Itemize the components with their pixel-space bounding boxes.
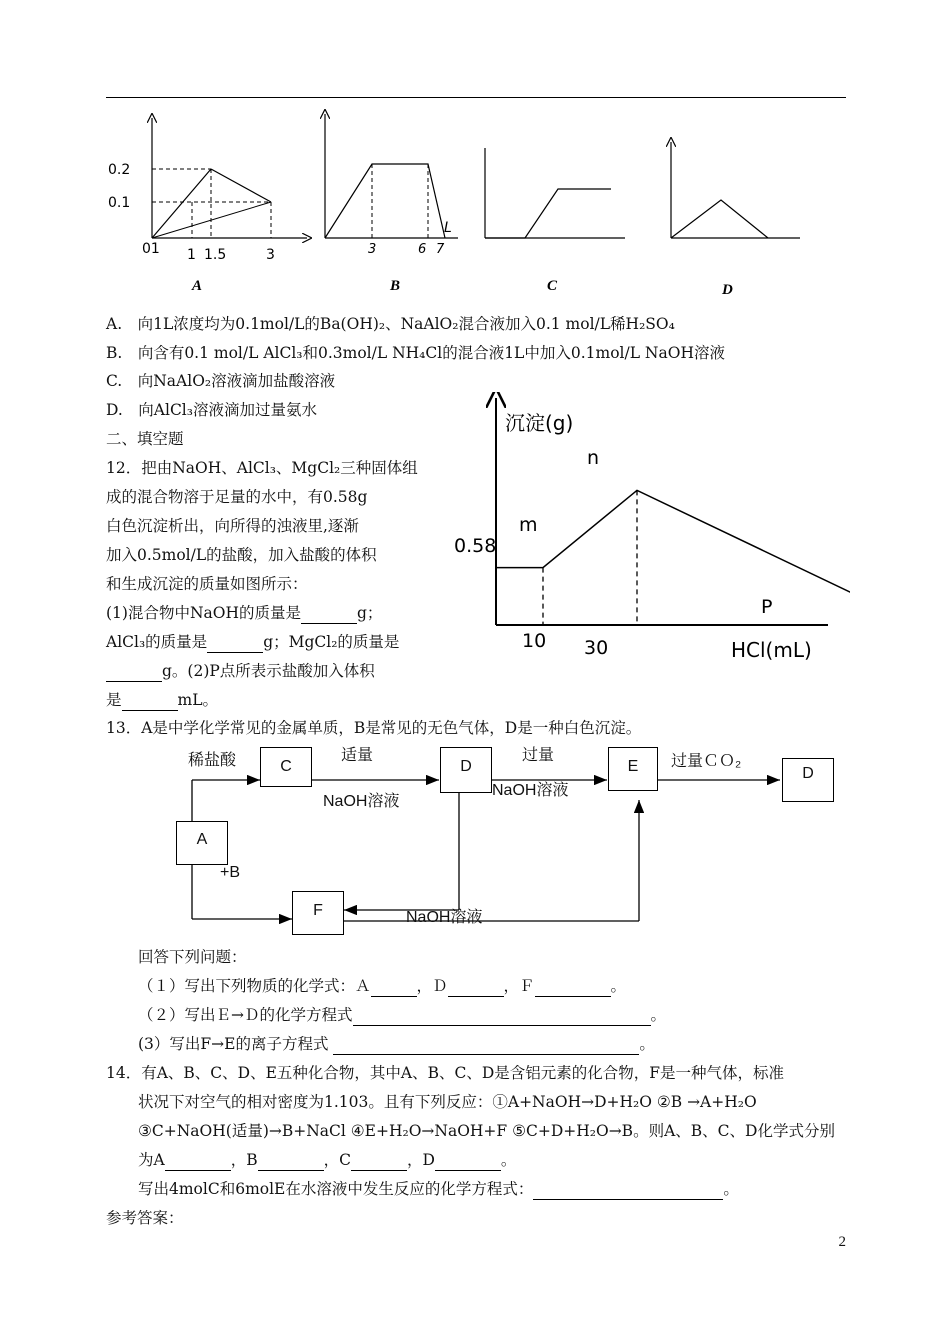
q13-s2b: 。	[650, 1006, 667, 1024]
q13-s3b: 。	[639, 1035, 655, 1053]
q14-blank-c[interactable]	[351, 1150, 407, 1171]
option-a: A. 向1L浓度均为0.1mol/L的Ba(OH)₂、NaAlO₂混合液加入0.1 mol/L稀H₂SO₄	[106, 315, 675, 333]
flow-label-naoh-2: NaOH溶液	[492, 782, 569, 799]
chart-c-curve	[485, 189, 611, 238]
q12-p1a: (1)混合物中NaOH的质量是	[106, 604, 301, 622]
q12-graph	[450, 392, 850, 682]
q14-l5b: 。	[723, 1180, 739, 1198]
reference-answers: 参考答案：	[106, 1209, 184, 1227]
flow-label-excess: 过量	[522, 747, 555, 764]
chart-d-caption: D	[722, 282, 733, 298]
chart-d-curve	[671, 200, 768, 238]
q13-blank-a[interactable]	[371, 976, 417, 997]
q12-line-5: 和生成沉淀的质量如图所示：	[106, 575, 308, 593]
q12-label-n: n	[587, 447, 600, 469]
chart-b-caption: B	[390, 278, 401, 294]
q13-blank-d[interactable]	[448, 976, 504, 997]
q13-s2a: （２）写出Ｅ→Ｄ的化学方程式	[138, 1006, 353, 1024]
chart-a-y1: 0.2	[108, 162, 131, 178]
q12-x2-label: 30	[584, 637, 609, 659]
option-c: C. 向NaAlO₂溶液滴加盐酸溶液	[106, 372, 336, 390]
chart-a-x1: 1	[187, 247, 196, 263]
q14-line-3: ③C+NaOH(适量)→B+NaCl ④E+H₂O→NaOH+F ⑤C+D+H₂O→B。则A、B、C、D化学式分别	[138, 1122, 835, 1140]
chart-a-fall	[211, 169, 271, 202]
q13-intro: 13．A是中学化学常见的金属单质，B是常见的无色气体，D是一种白色沉淀。	[106, 719, 642, 737]
q14-l4e: 。	[500, 1151, 517, 1169]
q14-l4d: ，D	[406, 1151, 435, 1169]
q14-l4b: ，B	[230, 1151, 258, 1169]
q14-blank-d[interactable]	[435, 1150, 501, 1171]
q12-y0-label: 0.58	[454, 535, 497, 557]
q12-blank-mgcl2[interactable]	[106, 661, 162, 682]
q14-blank-equation[interactable]	[533, 1179, 723, 1200]
q14-line-2: 状况下对空气的相对密度为1.103。且有下列反应：①A+NaOH→D+H₂O ②B →A+H₂O	[138, 1093, 757, 1111]
q12-line-2: 成的混合物溶于足量的水中，有0.58g	[106, 488, 368, 506]
q14-line-5	[138, 1179, 739, 1200]
q14-blank-a[interactable]	[165, 1150, 231, 1171]
header-rule	[106, 97, 846, 98]
q13-s1d: 。	[610, 977, 627, 995]
q12-marks	[496, 490, 850, 625]
flow-box-d: D	[440, 747, 492, 793]
q12-line-9	[106, 690, 218, 711]
chart-a-rise	[152, 169, 211, 238]
flow-label-naoh-1: NaOH溶液	[323, 793, 400, 810]
chart-a	[108, 118, 307, 294]
chart-a-x3: 3	[266, 247, 275, 263]
flow-label-co2: 过量ＣＯ₂	[671, 753, 742, 770]
q12-line-6	[106, 603, 382, 624]
q12-line-7	[106, 632, 399, 653]
q12-p4b: mL。	[177, 691, 219, 709]
q12-line-8	[106, 661, 375, 682]
chart-d	[671, 142, 800, 298]
q12-line-4: 加入0.5mol/L的盐酸，加入盐酸的体积	[106, 546, 377, 564]
flow-label-appropriate: 适量	[341, 747, 374, 764]
chart-a-x2: 1.5	[204, 247, 227, 263]
flow-label-plus-b: +B	[220, 864, 241, 881]
option-charts	[100, 108, 840, 303]
q14-l4c: ，C	[323, 1151, 351, 1169]
q12-curve	[496, 490, 850, 625]
q12-p2b: g；MgCl₂的质量是	[263, 633, 400, 651]
flow-label-acid: 稀盐酸	[188, 752, 237, 769]
q14-line-4	[138, 1150, 516, 1171]
q12-p4a: 是	[106, 691, 122, 709]
option-b: B. 向含有0.1 mol/L AlCl₃和0.3mol/L NH₄Cl的混合液1L中加入0.1mol/L NaOH溶液	[106, 344, 725, 362]
q13-sub-1	[138, 976, 626, 997]
q13-s1c: ，Ｆ	[503, 977, 535, 995]
q12-label-p: P	[761, 596, 773, 618]
q12-x1-label: 10	[522, 630, 547, 652]
q13-blank-f-to-e[interactable]	[333, 1034, 639, 1055]
chart-b-end: L	[444, 220, 452, 236]
chart-b-curve	[325, 164, 445, 238]
q12-blank-naoh[interactable]	[301, 603, 357, 624]
chart-c	[485, 148, 625, 294]
chart-b-x2: 6	[418, 242, 427, 257]
page-number: 2	[838, 1234, 846, 1250]
q12-line-3: 白色沉淀析出，向所得的浊液里,逐渐	[106, 517, 359, 535]
option-d: D. 向AlCl₃溶液滴加过量氨水	[106, 401, 317, 419]
q13-sub-3	[138, 1034, 655, 1055]
q12-line-1: 12．把由NaOH、AlCl₃、MgCl₂三种固体组	[106, 459, 418, 477]
q12-ylabel: 沉淀(g)	[505, 411, 574, 435]
flow-label-naoh-3: NaOH溶液	[406, 909, 483, 926]
chart-a-y2: 0.1	[108, 195, 131, 211]
q13-s3a: (3）写出F→E的离子方程式	[138, 1035, 334, 1053]
q14-blank-b[interactable]	[258, 1150, 324, 1171]
q12-blank-alcl3[interactable]	[207, 632, 263, 653]
chart-b-x3: 7	[436, 242, 445, 257]
q13-sub-2	[138, 1005, 666, 1026]
flow-box-d-final: D	[782, 758, 834, 802]
q14-l5a: 写出4molC和6molE在水溶液中发生反应的化学方程式：	[138, 1180, 534, 1198]
chart-a-caption: A	[192, 278, 203, 294]
q12-p3a: g。(2)P点所表示盐酸加入体积	[162, 662, 375, 680]
q14-line-1: 14．有A、B、C、D、E五种化合物，其中A、B、C、D是含铝元素的化合物，F是一种气体，标准	[106, 1064, 785, 1082]
q13-blank-f[interactable]	[535, 976, 611, 997]
chart-a-origin: 01	[142, 241, 160, 257]
q13-s1a: （１）写出下列物质的化学式：Ａ	[138, 977, 371, 995]
q12-label-m: m	[519, 514, 538, 536]
q13-ask: 回答下列问题：	[138, 948, 247, 966]
q13-s1b: ，Ｄ	[416, 977, 448, 995]
q13-blank-e-to-d[interactable]	[353, 1005, 651, 1026]
chart-b-x1: 3	[368, 242, 377, 257]
q14-l4a: 为A	[138, 1151, 165, 1169]
q12-xlabel: HCl(mL)	[731, 638, 812, 662]
chart-b	[325, 114, 458, 294]
flow-box-a: A	[176, 821, 228, 865]
flow-box-e: E	[608, 747, 658, 791]
flow-box-f: F	[292, 891, 344, 935]
q12-blank-p-volume[interactable]	[122, 690, 178, 711]
flow-box-c: C	[260, 747, 312, 787]
chart-c-caption: C	[547, 278, 558, 294]
q12-p2a: AlCl₃的质量是	[106, 633, 208, 651]
q12-p1b: g；	[356, 604, 383, 622]
section-heading: 二、填空题	[106, 430, 184, 448]
